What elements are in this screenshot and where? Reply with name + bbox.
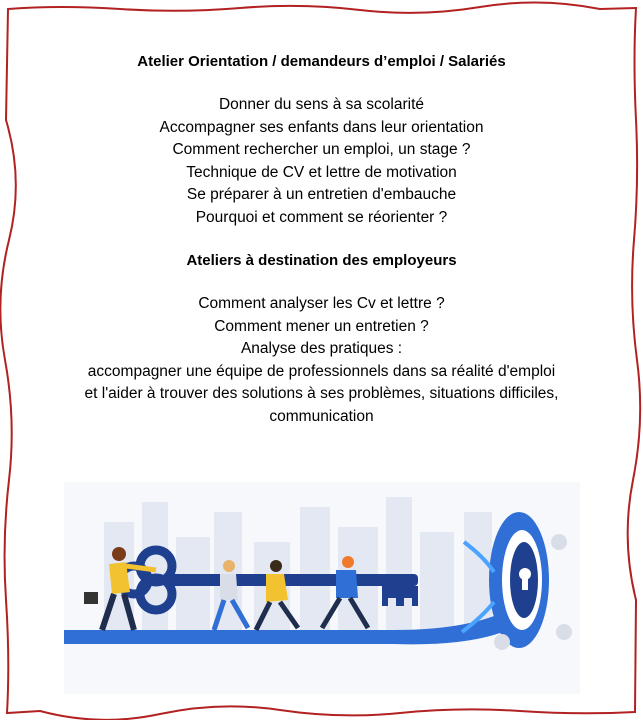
section1-title: Atelier Orientation / demandeurs d’emploi / Salariés — [137, 53, 506, 70]
section2-item: Analyse des pratiques : — [240, 340, 403, 357]
section1-item: Accompagner ses enfants dans leur orientation — [159, 118, 484, 136]
section2-item: communication — [269, 407, 374, 425]
section1-item: Comment rechercher un emploi, un stage ? — [172, 141, 471, 158]
section2-title: Ateliers à destination des employeurs — [186, 252, 457, 269]
section2-item: Comment analyser les Cv et lettre ? — [198, 295, 445, 312]
section1-item: Technique de CV et lettre de motivation — [186, 163, 457, 181]
section1-item: Se préparer à un entretien d'embauche — [186, 186, 457, 203]
section1-list — [20, 94, 623, 229]
section1-item: Pourquoi et comment se réorienter ? — [195, 208, 448, 226]
section1-item: Donner du sens à sa scolarité — [218, 96, 425, 113]
section2-item: Comment mener un entretien ? — [214, 317, 429, 335]
keyhole-icon — [489, 512, 549, 648]
section2-item: et l'aider à trouver des solutions à ses problèmes, situations difficiles, — [84, 385, 559, 402]
content-area — [20, 52, 623, 428]
key-team-illustration — [64, 482, 580, 694]
section2-item: accompagner une équipe de professionnels dans sa réalité d'emploi — [87, 362, 556, 380]
section2-list — [20, 293, 623, 428]
